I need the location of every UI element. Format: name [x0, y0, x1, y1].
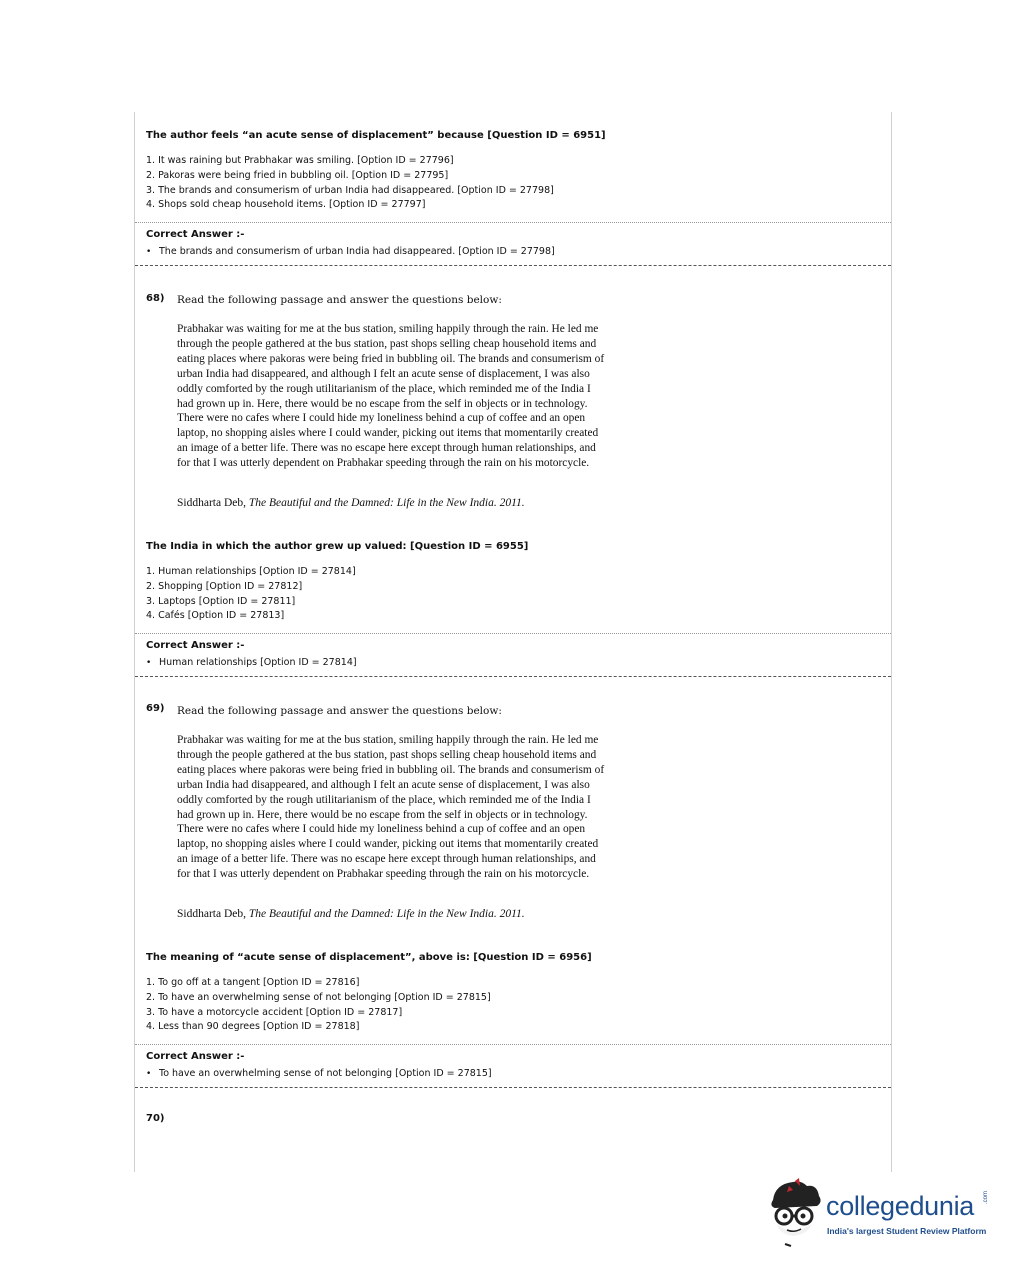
option-item: 2. Shopping [Option ID = 27812]: [146, 580, 303, 592]
correct-answer-label: Correct Answer :-: [146, 640, 245, 651]
source-author: Siddharta Deb,: [177, 908, 249, 920]
correct-answer: [146, 656, 886, 670]
mascot-icon: [767, 1178, 825, 1250]
passage-line: Prabhakar was waiting for me at the bus station, smiling happily through the rain. He led me: [177, 734, 599, 746]
passage-line: for that I was utterly dependent on Prabhakar speeding through the rain on his motorcycle.: [177, 868, 590, 881]
correct-answer-text: The brands and consumerism of urban India had disappeared. [Option ID = 27798]: [159, 246, 555, 257]
passage-line: through the people gathered at the bus station, past shops selling cheap household items and: [177, 748, 597, 761]
option-item: 3. Laptops [Option ID = 27811]: [146, 595, 296, 607]
question-number: 70): [146, 1113, 165, 1124]
option-item: 4. Shops sold cheap household items. [Option ID = 27797]: [146, 199, 426, 211]
question-68-text: The India in which the author grew up valued: [Question ID = 6955]: [146, 541, 529, 552]
passage-source: [177, 907, 525, 921]
divider: [135, 222, 891, 223]
option-item: 3. The brands and consumerism of urban India had disappeared. [Option ID = 27798]: [146, 184, 554, 196]
passage-line: There were no cafes where I could hide my loneliness behind a cup of coffee and an open: [177, 823, 586, 836]
question-69-options: [146, 976, 886, 1035]
passage-line: an image of a better life. There was no escape here except through human relationships, and: [177, 853, 596, 866]
option-item: 2. To have an overwhelming sense of not belonging [Option ID = 27815]: [146, 991, 491, 1003]
passage-line: Prabhakar was waiting for me at the bus station, smiling happily through the rain. He led me: [177, 323, 599, 335]
question-68-options: [146, 565, 886, 624]
passage-source: [177, 496, 525, 510]
question-separator: [135, 1087, 891, 1088]
passage-line: laptop, no shopping aisles where I could wander, picking out items that momentarily created: [177, 838, 599, 851]
logo-wordmark: collegedunia: [826, 1191, 975, 1221]
source-title: The Beautiful and the Damned: Life in the New India. 2011.: [248, 497, 525, 509]
bullet-icon: •: [146, 658, 152, 668]
passage-line: oddly comforted by the rough utilitarianism of the place, which reminded me of the India I: [177, 382, 591, 395]
reading-passage: [177, 322, 666, 471]
passage-line: urban India had disappeared, and although I felt an acute sense of displacement, I was also: [177, 367, 590, 380]
passage-line: There were no cafes where I could hide my loneliness behind a cup of coffee and an open: [177, 412, 586, 425]
passage-intro: Read the following passage and answer the questions below:: [177, 705, 502, 717]
question-number: 68): [146, 293, 165, 304]
correct-answer-label: Correct Answer :-: [146, 1051, 245, 1062]
passage-line: for that I was utterly dependent on Prabhakar speeding through the rain on his motorcycle.: [177, 457, 590, 470]
question-separator: [135, 265, 891, 266]
divider: [135, 1044, 891, 1045]
correct-answer: [146, 1067, 886, 1081]
option-item: 4. Cafés [Option ID = 27813]: [146, 610, 285, 622]
logo-com: .com: [983, 1190, 989, 1204]
question-67-options: [146, 154, 886, 213]
passage-line: an image of a better life. There was no escape here except through human relationships, and: [177, 442, 596, 455]
correct-answer: [146, 245, 886, 259]
passage-line: had grown up in. Here, there would be no escape from the self in objects or in technology.: [177, 397, 588, 410]
option-item: 3. To have a motorcycle accident [Option ID = 27817]: [146, 1006, 403, 1018]
correct-answer-label: Correct Answer :-: [146, 229, 245, 240]
divider: [135, 633, 891, 634]
option-item: 4. Less than 90 degrees [Option ID = 27818]: [146, 1021, 360, 1033]
question-69-text: The meaning of “acute sense of displacement”, above is: [Question ID = 6956]: [146, 952, 592, 963]
passage-intro: Read the following passage and answer the questions below:: [177, 294, 502, 306]
question-67-text: The author feels “an acute sense of displacement” because [Question ID = 6951]: [146, 130, 606, 141]
passage-line: eating places where pakoras were being fried in bubbling oil. The brands and consumerism of: [177, 352, 605, 365]
passage-line: had grown up in. Here, there would be no escape from the self in objects or in technology.: [177, 808, 588, 821]
source-title: The Beautiful and the Damned: Life in the New India. 2011.: [248, 908, 525, 920]
passage-line: oddly comforted by the rough utilitarianism of the place, which reminded me of the India I: [177, 793, 591, 806]
passage-line: laptop, no shopping aisles where I could wander, picking out items that momentarily created: [177, 427, 599, 440]
option-item: 1. It was raining but Prabhakar was smiling. [Option ID = 27796]: [146, 155, 454, 166]
option-item: 2. Pakoras were being fried in bubbling oil. [Option ID = 27795]: [146, 169, 449, 181]
passage-line: eating places where pakoras were being fried in bubbling oil. The brands and consumerism of: [177, 763, 605, 776]
correct-answer-text: To have an overwhelming sense of not belonging [Option ID = 27815]: [159, 1068, 492, 1079]
correct-answer-text: Human relationships [Option ID = 27814]: [159, 657, 357, 668]
option-item: 1. Human relationships [Option ID = 27814]: [146, 566, 356, 577]
collegedunia-logo: [767, 1178, 997, 1250]
question-separator: [135, 676, 891, 677]
passage-line: through the people gathered at the bus station, past shops selling cheap household items and: [177, 337, 597, 350]
reading-passage: [177, 733, 666, 882]
logo-tagline: India's largest Student Review Platform: [827, 1226, 987, 1236]
passage-line: urban India had disappeared, and although I felt an acute sense of displacement, I was also: [177, 778, 590, 791]
bullet-icon: •: [146, 247, 152, 257]
option-item: 1. To go off at a tangent [Option ID = 27816]: [146, 977, 360, 988]
source-author: Siddharta Deb,: [177, 497, 249, 509]
bullet-icon: •: [146, 1069, 152, 1079]
question-number: 69): [146, 703, 165, 714]
